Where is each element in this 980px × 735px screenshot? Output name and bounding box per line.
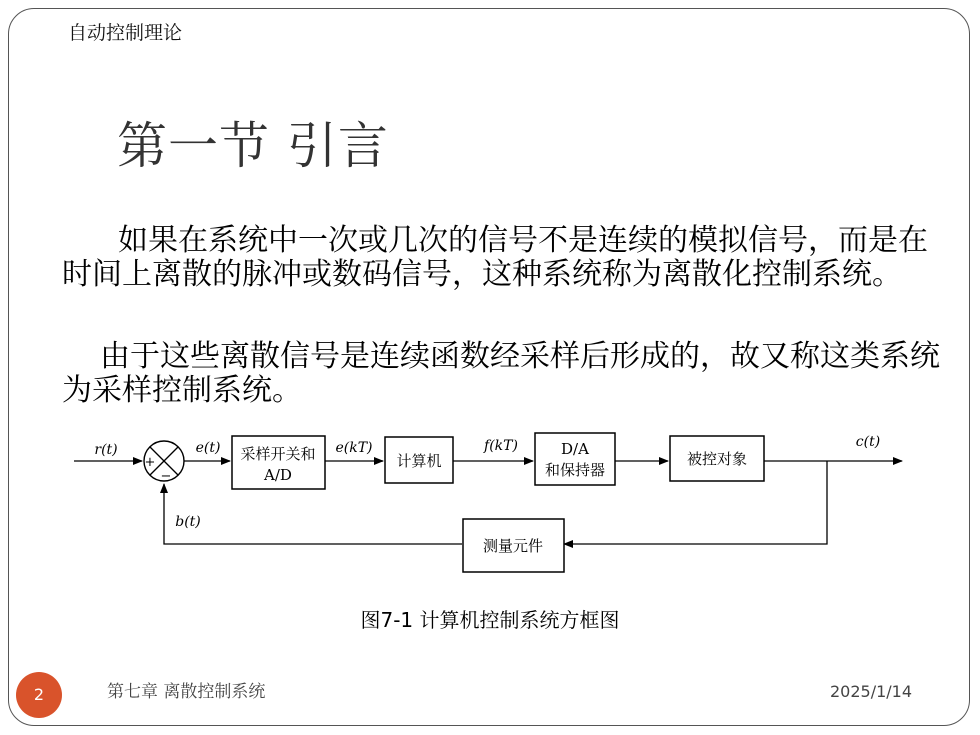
signal-b: b(t) xyxy=(175,514,201,530)
sampler-label-2: A/D xyxy=(264,466,292,484)
da-label-2: 和保持器 xyxy=(544,461,606,479)
figure-caption: 图7-1 计算机控制系统方框图 xyxy=(360,608,620,632)
plant-label: 被控对象 xyxy=(686,450,748,468)
signal-ekt: e(kT) xyxy=(335,440,373,456)
paragraph-1: 如果在系统中一次或几次的信号不是连续的模拟信号，而是在时间上离散的脉冲或数码信号，这种系统称为离散化控制系统。 xyxy=(62,223,928,292)
plus-sign: + xyxy=(144,455,156,470)
section-heading: 第一节 引言 xyxy=(117,117,389,175)
block-diagram xyxy=(70,424,920,582)
da-label-1: D/A xyxy=(561,440,589,458)
feedback-to-summer xyxy=(164,484,462,544)
page-number-badge: 2 xyxy=(16,672,62,718)
footer-chapter: 第七章 离散控制系统 xyxy=(107,682,266,702)
signal-fkt: f(kT) xyxy=(484,438,518,454)
signal-e: e(t) xyxy=(195,440,221,456)
paragraph-2: 由于这些离散信号是连续函数经采样后形成的，故又称这类系统为采样控制系统。 xyxy=(62,339,940,408)
sensor-label: 测量元件 xyxy=(482,537,544,555)
signal-r: r(t) xyxy=(94,442,118,458)
footer-date: 2025/1/14 xyxy=(830,682,913,701)
minus-sign: − xyxy=(160,469,172,484)
sampler-label-1: 采样开关和 xyxy=(240,445,316,463)
signal-c: c(t) xyxy=(855,434,881,450)
header-title: 自动控制理论 xyxy=(68,22,183,44)
computer-label: 计算机 xyxy=(396,452,442,470)
